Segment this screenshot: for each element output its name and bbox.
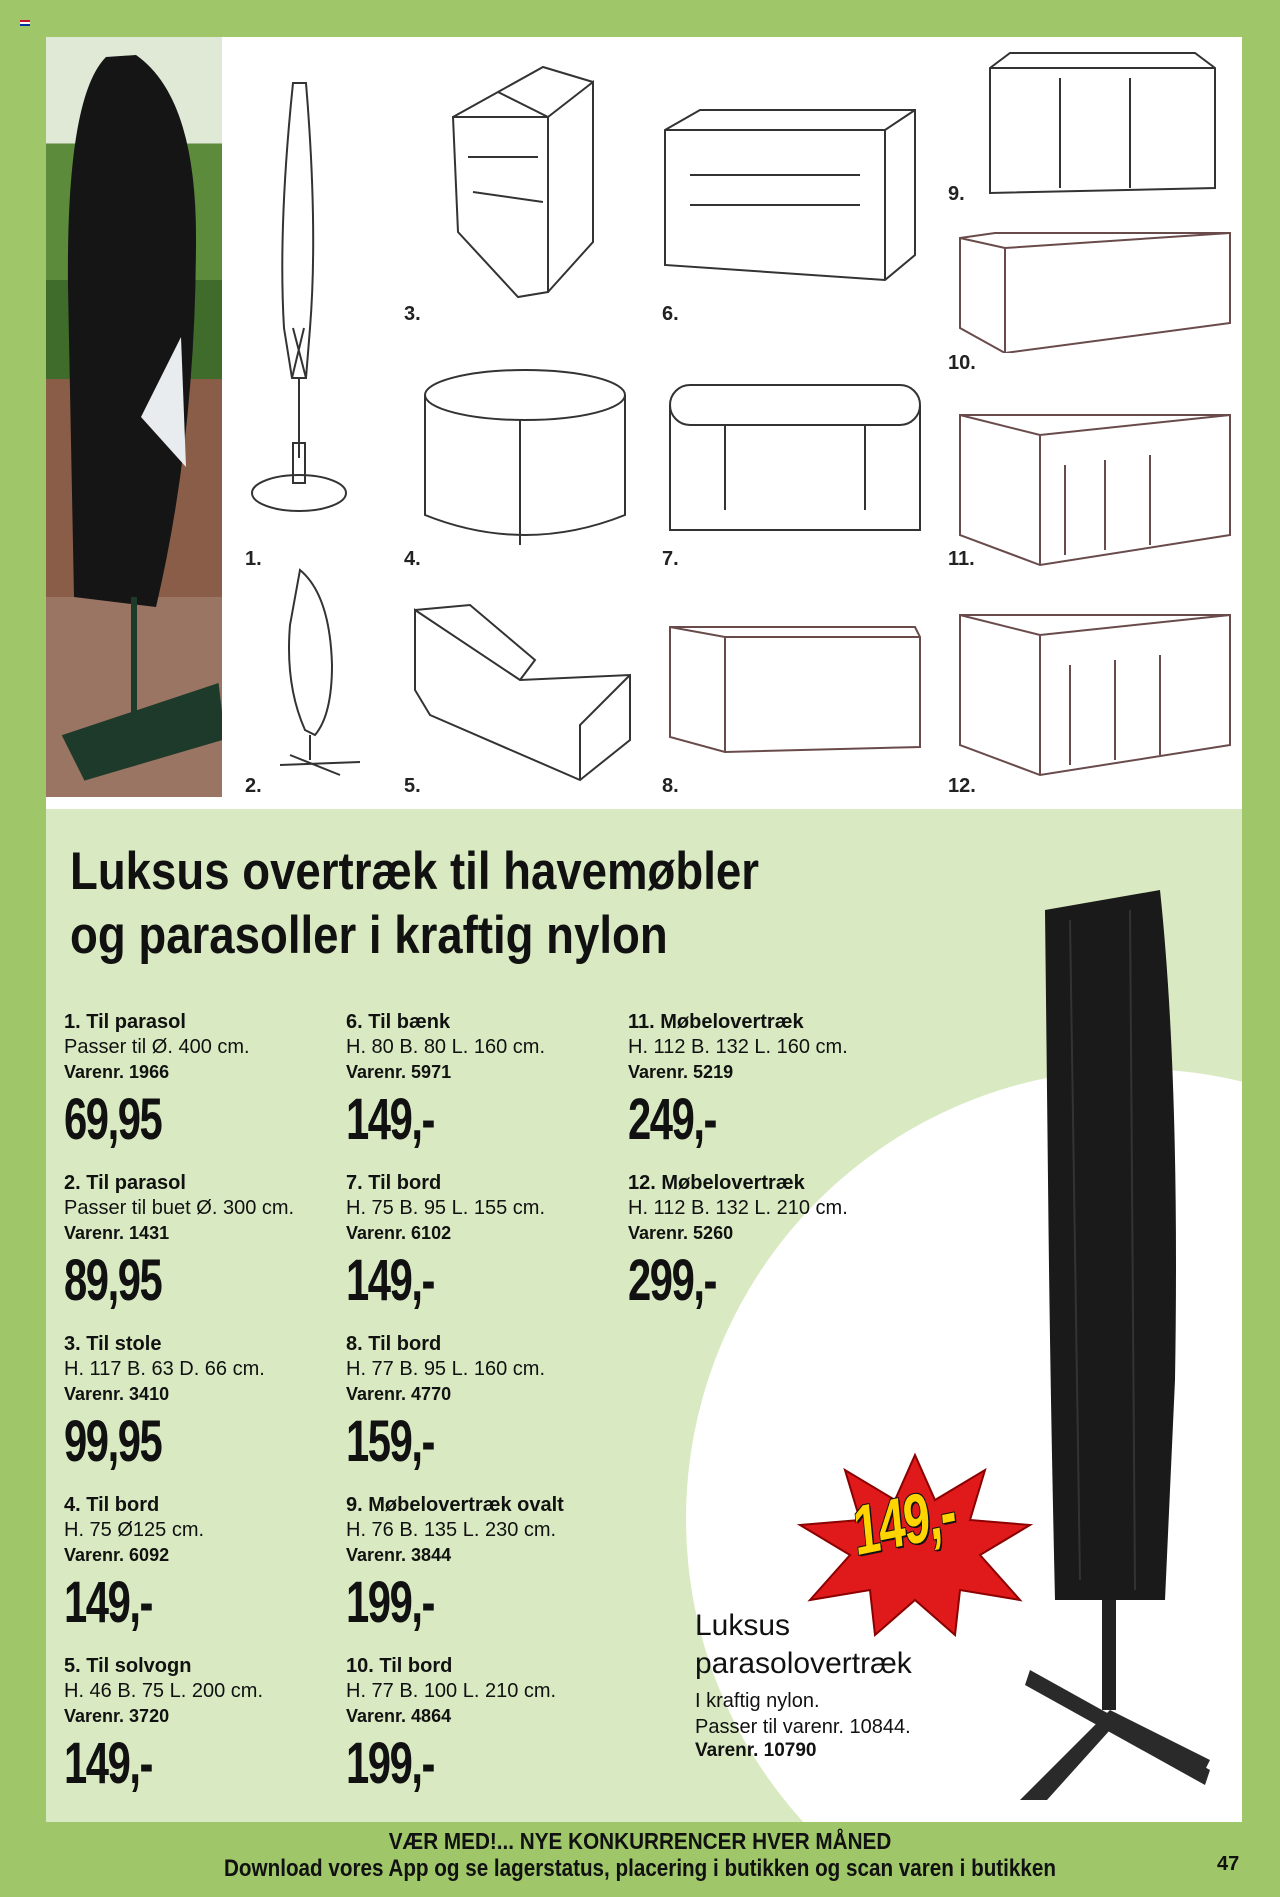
label-5: 5. bbox=[404, 775, 421, 797]
drawing-3-chairs bbox=[448, 62, 598, 302]
product-sku: Varenr. 1431 bbox=[64, 1223, 170, 1243]
product-title: 9. Møbelovertræk ovalt bbox=[346, 1494, 564, 1516]
featured-title bbox=[695, 1607, 1005, 1683]
product-price: 249,- bbox=[628, 1087, 716, 1152]
product-item-6 bbox=[346, 1010, 626, 1151]
label-7: 7. bbox=[662, 548, 679, 570]
product-dimensions: H. 46 B. 75 L. 200 cm. bbox=[64, 1680, 263, 1702]
product-dimensions: H. 112 B. 132 L. 210 cm. bbox=[628, 1197, 848, 1219]
product-price: 159,- bbox=[346, 1409, 434, 1474]
label-4: 4. bbox=[404, 548, 421, 570]
product-dimensions: H. 112 B. 132 L. 160 cm. bbox=[628, 1036, 848, 1058]
drawing-10-long-table bbox=[955, 228, 1235, 353]
headline-line-1: Luksus overtræk til havemøbler bbox=[70, 842, 760, 901]
product-title: 3. Til stole bbox=[64, 1333, 162, 1355]
product-item-10 bbox=[346, 1654, 626, 1795]
product-item-12 bbox=[628, 1171, 908, 1312]
drawing-4-round-table bbox=[420, 365, 630, 555]
product-item-8 bbox=[346, 1332, 626, 1473]
product-title: 11. Møbelovertræk bbox=[628, 1011, 804, 1033]
product-item-1 bbox=[64, 1010, 344, 1151]
featured-title-line-1: Luksus bbox=[695, 1609, 791, 1642]
product-price: 299,- bbox=[628, 1248, 716, 1313]
product-item-11 bbox=[628, 1010, 908, 1151]
drawing-8-rect-table bbox=[665, 622, 925, 757]
page-number: 47 bbox=[1217, 1853, 1240, 1875]
product-sku: Varenr. 5260 bbox=[628, 1223, 734, 1243]
product-title: 1. Til parasol bbox=[64, 1011, 186, 1033]
drawing-1-parasol bbox=[248, 78, 348, 518]
product-price: 149,- bbox=[64, 1570, 152, 1635]
product-price: 149,- bbox=[64, 1731, 152, 1796]
drawing-2-curved-parasol bbox=[270, 565, 365, 780]
product-dimensions: H. 80 B. 80 L. 160 cm. bbox=[346, 1036, 545, 1058]
headline-line-2: og parasoller i kraftig nylon bbox=[70, 906, 668, 965]
flag-icon bbox=[20, 20, 30, 26]
product-price: 99,95 bbox=[64, 1409, 162, 1474]
product-item-7 bbox=[346, 1171, 626, 1312]
featured-title-line-2: parasolovertræk bbox=[695, 1647, 912, 1680]
product-price: 149,- bbox=[346, 1248, 434, 1313]
product-sku: Varenr. 6092 bbox=[64, 1545, 170, 1565]
featured-parasol-cover-image bbox=[1010, 880, 1230, 1800]
product-title: 4. Til bord bbox=[64, 1494, 160, 1516]
photo-cover-shape bbox=[46, 37, 222, 797]
parasol-cover-photo bbox=[46, 37, 222, 797]
product-dimensions: H. 76 B. 135 L. 230 cm. bbox=[346, 1519, 557, 1541]
product-item-3 bbox=[64, 1332, 344, 1473]
drawing-11-furniture-set bbox=[955, 405, 1235, 570]
footer-contest-text: VÆR MED!... NYE KONKURRENCER HVER MÅNED bbox=[388, 1828, 892, 1854]
product-dimensions: H. 77 B. 100 L. 210 cm. bbox=[346, 1680, 557, 1702]
label-3: 3. bbox=[404, 303, 421, 325]
product-dimensions: H. 75 B. 95 L. 155 cm. bbox=[346, 1197, 545, 1219]
product-sku: Varenr. 3410 bbox=[64, 1384, 170, 1404]
featured-desc-line-2: Passer til varenr. 10844. bbox=[695, 1716, 911, 1738]
product-price: 149,- bbox=[346, 1087, 434, 1152]
drawing-9-oval-furniture bbox=[985, 48, 1220, 198]
featured-sku: Varenr. 10790 bbox=[695, 1740, 817, 1761]
product-sku: Varenr. 1966 bbox=[64, 1062, 170, 1082]
product-item-4 bbox=[64, 1493, 344, 1634]
product-sku: Varenr. 3720 bbox=[64, 1706, 170, 1726]
product-item-5 bbox=[64, 1654, 344, 1795]
headline bbox=[70, 840, 810, 968]
label-1: 1. bbox=[245, 548, 262, 570]
product-item-2 bbox=[64, 1171, 344, 1312]
featured-description bbox=[695, 1688, 1005, 1740]
product-dimensions: H. 77 B. 95 L. 160 cm. bbox=[346, 1358, 545, 1380]
label-2: 2. bbox=[245, 775, 262, 797]
featured-price: 149,- bbox=[850, 1472, 959, 1571]
product-sku: Varenr. 5971 bbox=[346, 1062, 452, 1082]
product-dimensions: H. 75 Ø125 cm. bbox=[64, 1519, 205, 1541]
product-title: 8. Til bord bbox=[346, 1333, 442, 1355]
product-sku: Varenr. 5219 bbox=[628, 1062, 734, 1082]
label-9: 9. bbox=[948, 183, 965, 205]
product-title: 12. Møbelovertræk bbox=[628, 1172, 805, 1194]
drawing-6-bench bbox=[660, 105, 920, 290]
product-sku: Varenr. 6102 bbox=[346, 1223, 452, 1243]
product-dimensions: H. 117 B. 63 D. 66 cm. bbox=[64, 1358, 265, 1380]
product-price: 89,95 bbox=[64, 1248, 162, 1313]
label-12: 12. bbox=[948, 775, 976, 797]
product-price: 199,- bbox=[346, 1731, 434, 1796]
product-sku: Varenr. 3844 bbox=[346, 1545, 452, 1565]
footer-app-text: Download vores App og se lagerstatus, placering i butikken og scan varen i butikken bbox=[224, 1855, 1056, 1882]
product-price: 69,95 bbox=[64, 1087, 162, 1152]
product-dimensions: Passer til Ø. 400 cm. bbox=[64, 1036, 250, 1058]
label-11: 11. bbox=[948, 548, 975, 570]
featured-desc-line-1: I kraftig nylon. bbox=[695, 1690, 820, 1712]
product-sku: Varenr. 4864 bbox=[346, 1706, 452, 1726]
drawing-7-oval-table bbox=[665, 380, 925, 540]
product-title: 7. Til bord bbox=[346, 1172, 442, 1194]
drawing-12-furniture-set bbox=[955, 605, 1235, 780]
product-title: 6. Til bænk bbox=[346, 1011, 451, 1033]
label-10: 10. bbox=[948, 352, 976, 374]
label-6: 6. bbox=[662, 303, 679, 325]
product-sku: Varenr. 4770 bbox=[346, 1384, 452, 1404]
product-price: 199,- bbox=[346, 1570, 434, 1635]
product-item-9 bbox=[346, 1493, 626, 1634]
product-title: 10. Til bord bbox=[346, 1655, 453, 1677]
product-title: 2. Til parasol bbox=[64, 1172, 186, 1194]
product-dimensions: Passer til buet Ø. 300 cm. bbox=[64, 1197, 295, 1219]
product-title: 5. Til solvogn bbox=[64, 1655, 192, 1677]
label-8: 8. bbox=[662, 775, 679, 797]
drawing-5-sunlounger bbox=[410, 600, 635, 785]
